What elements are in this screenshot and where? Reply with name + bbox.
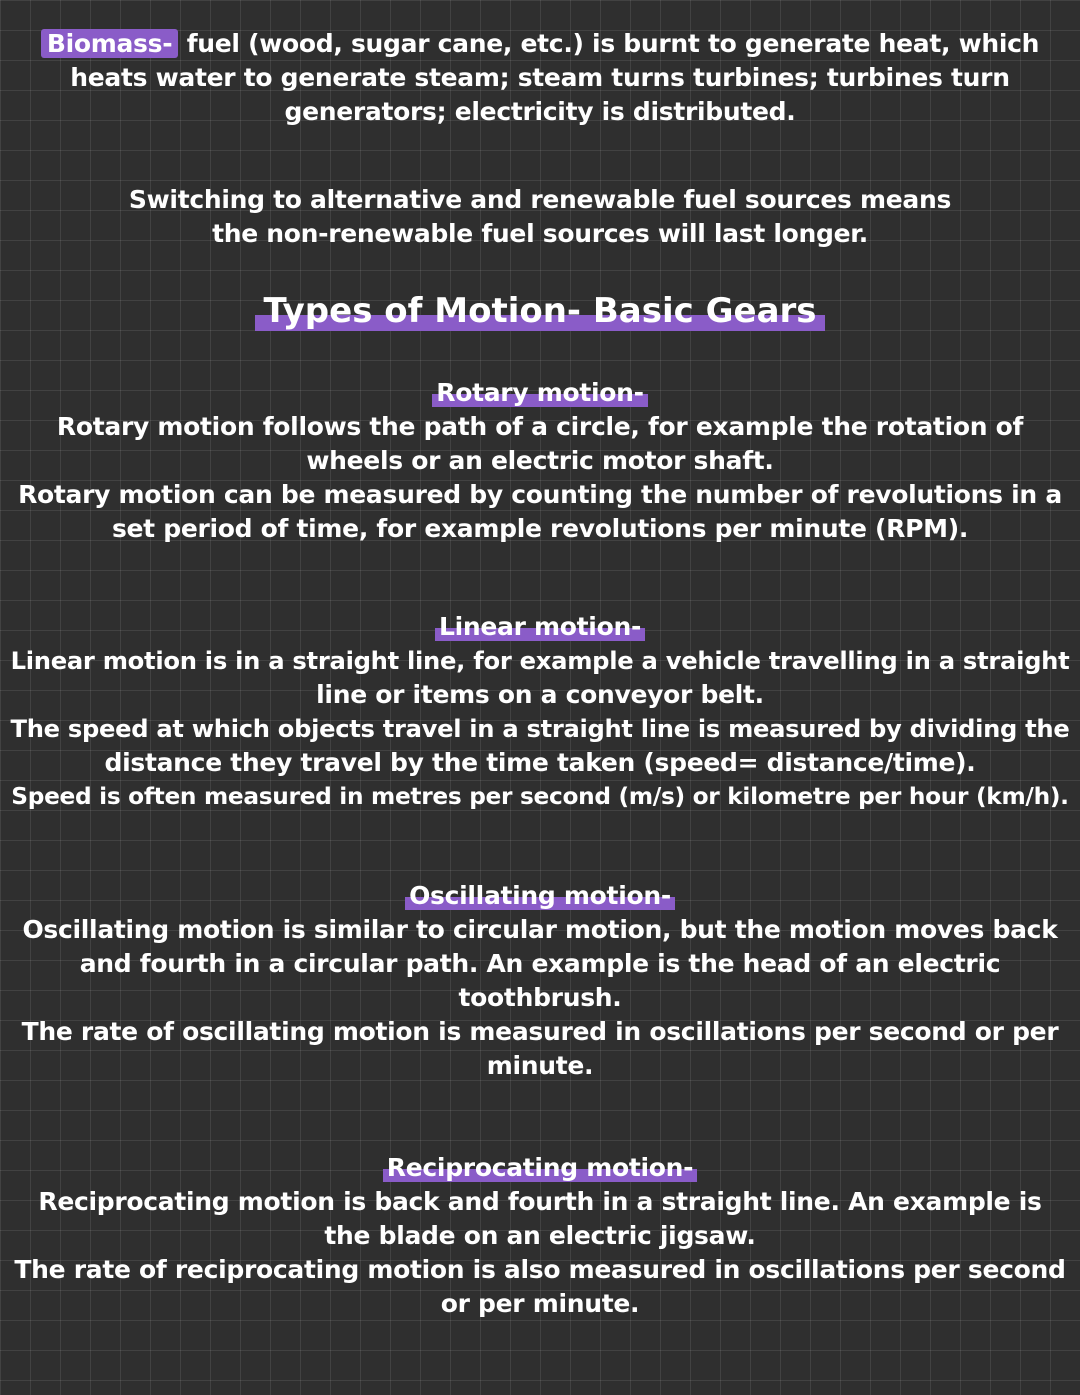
rotary-line: Rotary motion can be measured by counting the number of revolutions in a: [18, 480, 1062, 509]
oscillating-line: and fourth in a circular path. An example is the head of an electric: [79, 949, 1001, 978]
section-title: [0, 288, 1080, 334]
reciprocating-line: or per minute.: [440, 1289, 640, 1318]
linear-line: line or items on a conveyor belt.: [316, 680, 764, 709]
reciprocating-line: The rate of reciprocating motion is also measured in oscillations per second: [14, 1255, 1066, 1284]
switching-line-2: the non-renewable fuel sources will last longer.: [212, 219, 868, 248]
linear-section: [0, 610, 1080, 814]
reciprocating-line: the blade on an electric jigsaw.: [324, 1221, 756, 1250]
rotary-section: [0, 376, 1080, 546]
rotary-heading: [0, 376, 1080, 410]
oscillating-line: Oscillating motion is similar to circular motion, but the motion moves back: [22, 915, 1058, 944]
linear-line: Speed is often measured in metres per second (m/s) or kilometre per hour (km/h).: [11, 783, 1069, 810]
reciprocating-section: [0, 1151, 1080, 1321]
rotary-line: wheels or an electric motor shaft.: [306, 446, 774, 475]
rotary-heading-text: Rotary motion-: [432, 378, 647, 407]
oscillating-line: toothbrush.: [458, 983, 622, 1012]
biomass-paragraph: [0, 27, 1080, 129]
oscillating-line: minute.: [486, 1051, 594, 1080]
biomass-line-1: [0, 27, 1080, 61]
reciprocating-line: Reciprocating motion is back and fourth in a straight line. An example is: [38, 1187, 1042, 1216]
linear-line: distance they travel by the time taken (speed= distance/time).: [104, 748, 976, 777]
rotary-line: Rotary motion follows the path of a circle, for example the rotation of: [56, 412, 1024, 441]
linear-heading: [0, 610, 1080, 644]
switching-line-1: Switching to alternative and renewable fuel sources means: [128, 185, 952, 214]
biomass-term: Biomass-: [41, 29, 178, 58]
section-title-text: Types of Motion- Basic Gears: [255, 291, 824, 331]
oscillating-section: [0, 879, 1080, 1083]
oscillating-heading: [0, 879, 1080, 913]
oscillating-line: The rate of oscillating motion is measured in oscillations per second or per: [21, 1017, 1059, 1046]
biomass-line-1-rest: fuel (wood, sugar cane, etc.) is burnt to generate heat, which: [178, 29, 1040, 58]
biomass-line-2: heats water to generate steam; steam turns turbines; turbines turn: [70, 63, 1010, 92]
linear-line: Linear motion is in a straight line, for example a vehicle travelling in a straight: [10, 646, 1070, 675]
linear-line: The speed at which objects travel in a straight line is measured by dividing the: [10, 715, 1070, 743]
biomass-line-3: generators; electricity is distributed.: [284, 97, 796, 126]
linear-heading-text: Linear motion-: [435, 612, 645, 641]
rotary-line: set period of time, for example revolutions per minute (RPM).: [111, 514, 969, 543]
switching-paragraph: [0, 183, 1080, 251]
reciprocating-heading: [0, 1151, 1080, 1185]
oscillating-heading-text: Oscillating motion-: [405, 881, 675, 910]
reciprocating-heading-text: Reciprocating motion-: [383, 1153, 697, 1182]
